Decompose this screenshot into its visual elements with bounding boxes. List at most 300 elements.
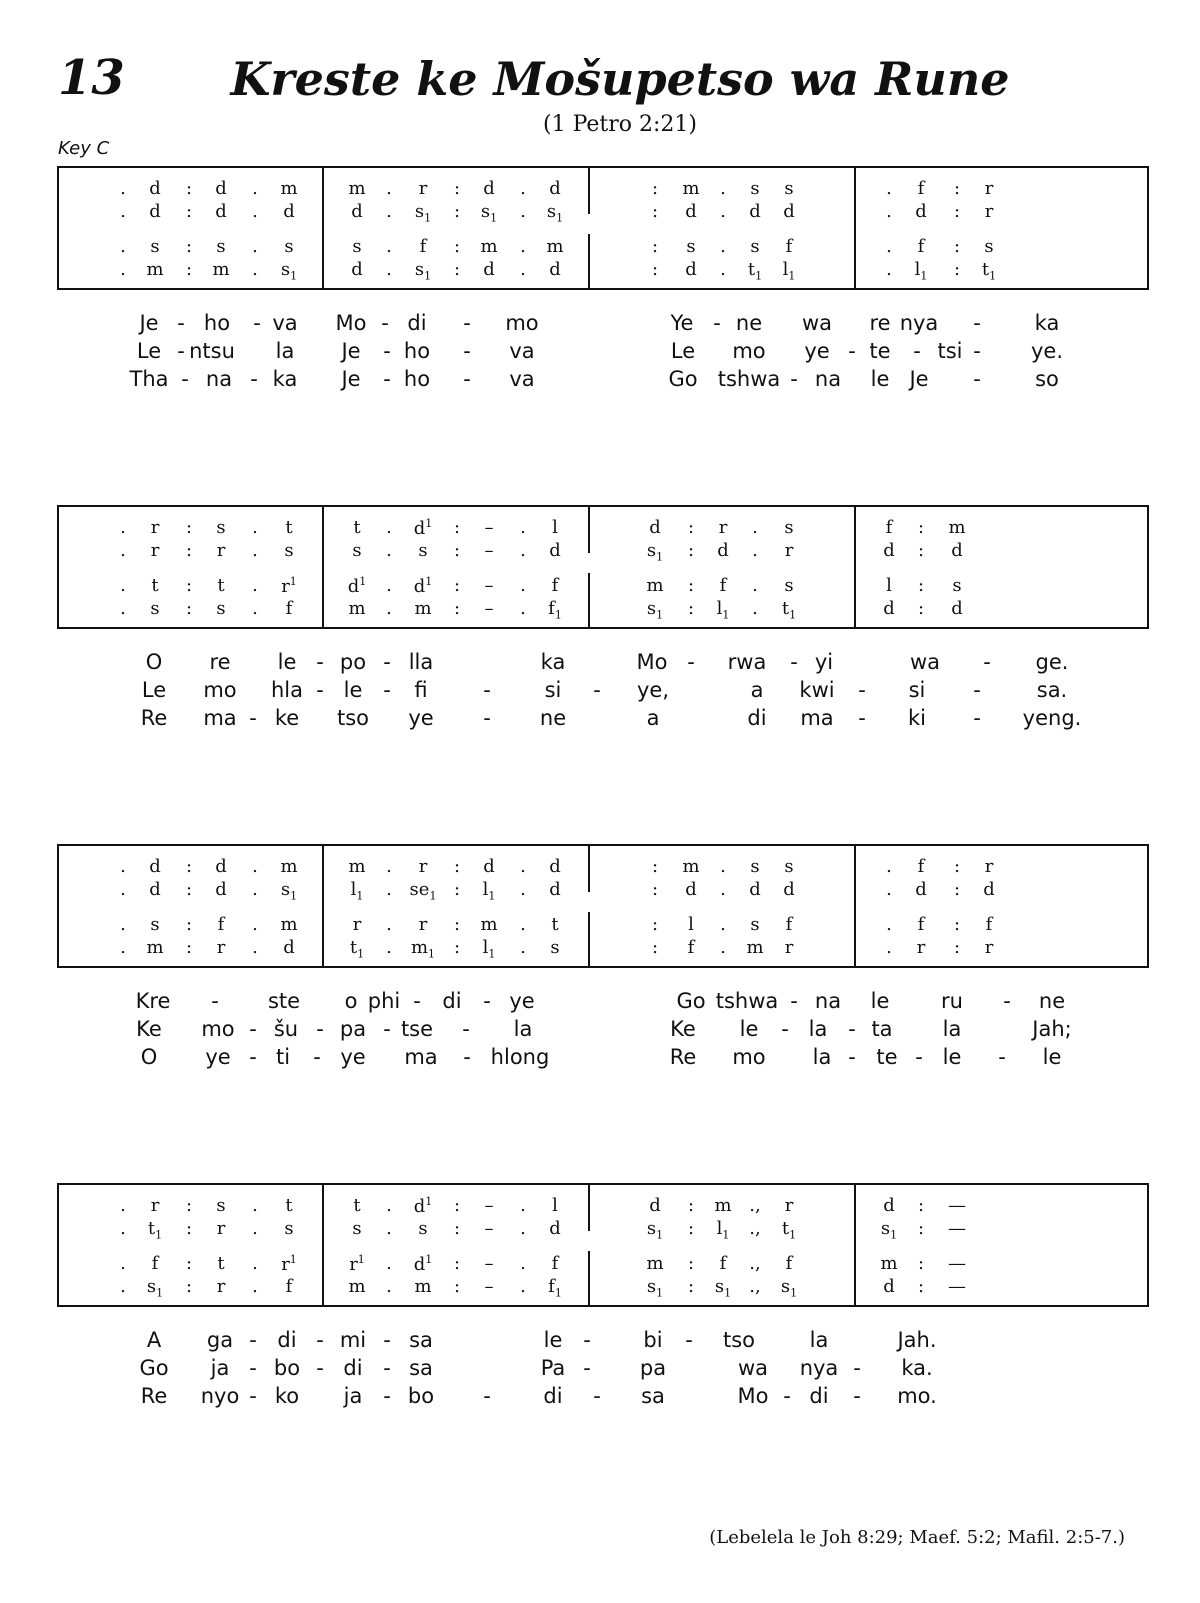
solfa-note: r — [418, 914, 428, 935]
lyric-syllable: te — [869, 339, 891, 363]
solfa-note: : — [651, 856, 659, 877]
lyric-syllable: - — [973, 678, 981, 702]
solfa-note: $s_1$ — [146, 1276, 164, 1300]
solfa-note: : — [185, 598, 193, 619]
solfa-note: $f_1$ — [548, 1276, 562, 1300]
solfa-note: . — [386, 540, 392, 561]
lyric-syllable: a — [750, 678, 764, 702]
solfa-note: : — [453, 517, 461, 538]
lyric-syllable: ke — [274, 706, 300, 730]
solfa-note: : — [651, 201, 659, 222]
solfa-note: d — [215, 178, 227, 199]
solfa-note: . — [752, 517, 758, 538]
solfa-note: s — [952, 575, 962, 596]
lyric-syllable: Jah. — [897, 1328, 937, 1352]
solfa-note: . — [252, 178, 258, 199]
solfa-score-box — [57, 844, 1149, 968]
solfa-note: : — [185, 879, 193, 900]
lyric-syllable: O — [145, 650, 163, 674]
lyric-syllable: Le — [141, 678, 167, 702]
solfa-note: : — [953, 236, 961, 257]
solfa-note: d — [549, 1218, 561, 1239]
solfa-note: . — [252, 937, 258, 958]
solfa-note: f — [217, 914, 225, 935]
solfa-note: . — [886, 937, 892, 958]
lyric-syllable: - — [713, 311, 721, 335]
solfa-note: : — [687, 1276, 695, 1297]
lyric-syllable: - — [211, 989, 219, 1013]
solfa-note: d — [549, 178, 561, 199]
lyric-syllable: la — [808, 1017, 828, 1041]
solfa-note: f — [285, 1276, 293, 1297]
lyric-syllable: Kre — [135, 989, 171, 1013]
solfa-note: d — [483, 178, 495, 199]
lyric-syllable: ki — [908, 706, 926, 730]
solfa-note: : — [917, 598, 925, 619]
lyric-syllable: - — [593, 1384, 601, 1408]
lyric-syllable: - — [383, 1017, 391, 1041]
solfa-note: f — [917, 856, 925, 877]
solfa-note: s — [984, 236, 994, 257]
solfa-note: m — [280, 914, 298, 935]
solfa-note: $l_1$ — [716, 1218, 730, 1242]
solfa-note: $t_1$ — [747, 259, 763, 283]
solfa-note: $r^1$ — [281, 575, 297, 597]
solfa-note: . — [120, 540, 126, 561]
lyric-line — [57, 1328, 1149, 1356]
lyric-syllable: - — [177, 339, 185, 363]
solfa-note: : — [453, 1195, 461, 1216]
solfa-note: f — [151, 1253, 159, 1274]
lyric-syllable: ne — [539, 706, 567, 730]
solfa-note: d — [283, 201, 295, 222]
lyric-syllable: - — [853, 1356, 861, 1380]
solfa-note: s — [686, 236, 696, 257]
solfa-note: : — [687, 517, 695, 538]
solfa-note: r — [784, 540, 794, 561]
solfa-note: : — [453, 856, 461, 877]
solfa-note: s — [150, 598, 160, 619]
solfa-note: s — [284, 236, 294, 257]
solfa-note: f — [785, 1253, 793, 1274]
solfa-note: $d^1$ — [413, 517, 433, 539]
lyric-syllable: Tha — [129, 367, 169, 391]
lyric-syllable: - — [316, 1328, 324, 1352]
lyric-syllable: - — [249, 1045, 257, 1069]
lyric-syllable: - — [483, 706, 491, 730]
lyric-syllable: la — [275, 339, 295, 363]
lyric-syllable: ta — [871, 1017, 893, 1041]
solfa-note: d — [783, 201, 795, 222]
lyric-syllable: pa — [339, 1017, 367, 1041]
solfa-note: : — [687, 1253, 695, 1274]
solfa-note: $s_1$ — [280, 879, 298, 903]
lyric-syllable: la — [513, 1017, 533, 1041]
lyric-line — [57, 650, 1149, 678]
solfa-note: s — [418, 1218, 428, 1239]
solfa-note: f — [917, 236, 925, 257]
solfa-note: : — [651, 259, 659, 280]
voice-row — [59, 598, 1147, 620]
lyric-syllable: - — [463, 311, 471, 335]
solfa-note: . — [120, 517, 126, 538]
solfa-note: $s_1$ — [880, 1218, 898, 1242]
solfa-note: : — [953, 856, 961, 877]
solfa-note: . — [520, 914, 526, 935]
solfa-note: s — [216, 1195, 226, 1216]
solfa-note: l — [552, 1195, 558, 1216]
solfa-note: . — [386, 575, 392, 596]
lyric-syllable: wa — [737, 1356, 769, 1380]
lyric-syllable: ne — [1038, 989, 1066, 1013]
lyric-syllable: - — [249, 706, 257, 730]
solfa-note: . — [252, 201, 258, 222]
solfa-note: $r^1$ — [349, 1253, 365, 1275]
lyric-syllable: - — [249, 1384, 257, 1408]
solfa-note: s — [284, 1218, 294, 1239]
lyric-syllable: šu — [273, 1017, 299, 1041]
voice-row — [59, 259, 1147, 281]
solfa-note: d — [983, 879, 995, 900]
solfa-note: d — [749, 879, 761, 900]
lyric-syllable: - — [177, 311, 185, 335]
solfa-note: : — [185, 236, 193, 257]
lyric-syllable: ye — [408, 706, 434, 730]
solfa-note: : — [453, 879, 461, 900]
solfa-note: — — [948, 1276, 966, 1297]
solfa-note: : — [453, 914, 461, 935]
solfa-note: . — [752, 598, 758, 619]
solfa-note: : — [953, 201, 961, 222]
lyric-syllable: - — [583, 1328, 591, 1352]
lyric-syllable: Je — [341, 339, 361, 363]
solfa-note: r — [984, 178, 994, 199]
lyric-syllable: O — [140, 1045, 158, 1069]
lyric-syllable: - — [383, 650, 391, 674]
solfa-note: d — [685, 201, 697, 222]
solfa-note: . — [720, 236, 726, 257]
solfa-note: — — [948, 1195, 966, 1216]
lyric-syllable: ne — [735, 311, 763, 335]
lyric-syllable: ka. — [901, 1356, 933, 1380]
solfa-note: ., — [749, 1218, 761, 1239]
lyric-syllable: - — [973, 706, 981, 730]
solfa-note: . — [386, 201, 392, 222]
solfa-note: . — [120, 937, 126, 958]
solfa-note: . — [252, 879, 258, 900]
solfa-note: . — [252, 856, 258, 877]
solfa-note: : — [453, 575, 461, 596]
lyric-syllable: Jah; — [1032, 1017, 1072, 1041]
lyric-syllable: na — [814, 989, 842, 1013]
solfa-note: $f_1$ — [548, 598, 562, 622]
voice-row — [59, 1253, 1147, 1275]
lyric-syllable: di — [809, 1384, 829, 1408]
lyric-syllable: le — [1042, 1045, 1062, 1069]
solfa-note: : — [651, 937, 659, 958]
solfa-note: . — [252, 1195, 258, 1216]
hymn-number: 13 — [58, 50, 125, 106]
lyric-syllable: Mo — [335, 311, 367, 335]
solfa-note: d — [549, 856, 561, 877]
lyric-syllable: Go — [139, 1356, 169, 1380]
lyric-syllable: si — [908, 678, 926, 702]
solfa-note: . — [386, 1253, 392, 1274]
solfa-note: $d^1$ — [347, 575, 367, 597]
solfa-note: . — [120, 178, 126, 199]
solfa-note: . — [520, 598, 526, 619]
solfa-note: d — [883, 598, 895, 619]
solfa-note: $s_1$ — [646, 1276, 664, 1300]
lyric-syllable: - — [915, 1045, 923, 1069]
solfa-note: f — [551, 1253, 559, 1274]
solfa-note: m — [348, 1276, 366, 1297]
solfa-note: r — [418, 178, 428, 199]
solfa-note: t — [285, 1195, 293, 1216]
solfa-note: . — [520, 236, 526, 257]
solfa-note: r — [150, 517, 160, 538]
solfa-note: s — [784, 575, 794, 596]
solfa-note: t — [217, 1253, 225, 1274]
solfa-note: – — [484, 598, 494, 619]
solfa-note: m — [480, 914, 498, 935]
solfa-note: d — [149, 879, 161, 900]
lyric-syllable: - — [973, 339, 981, 363]
lyric-syllable: ko — [274, 1384, 300, 1408]
lyric-syllable: a — [646, 706, 660, 730]
lyric-syllable: yi — [814, 650, 834, 674]
solfa-note: : — [917, 540, 925, 561]
lyric-syllable: di — [407, 311, 427, 335]
solfa-note: . — [386, 259, 392, 280]
solfa-score-box — [57, 505, 1149, 629]
solfa-note: . — [386, 937, 392, 958]
voice-row — [59, 879, 1147, 901]
solfa-note: : — [185, 517, 193, 538]
solfa-note: s — [784, 517, 794, 538]
solfa-note: : — [185, 1253, 193, 1274]
lyric-syllable: Go — [668, 367, 698, 391]
solfa-note: . — [386, 879, 392, 900]
solfa-note: $t_1$ — [981, 259, 997, 283]
solfa-note: . — [120, 879, 126, 900]
solfa-note: s — [216, 236, 226, 257]
solfa-note: $s_1$ — [480, 201, 498, 225]
lyric-syllable: Ke — [670, 1017, 696, 1041]
solfa-note: : — [651, 879, 659, 900]
lyric-syllable: wa — [801, 311, 833, 335]
lyric-syllable: sa — [641, 1384, 665, 1408]
solfa-note: . — [120, 236, 126, 257]
lyric-syllable: di — [543, 1384, 563, 1408]
lyric-line — [57, 367, 1149, 395]
solfa-note: d — [685, 259, 697, 280]
lyric-syllable: ja — [343, 1384, 363, 1408]
lyric-syllable: pa — [639, 1356, 667, 1380]
solfa-note: d — [549, 879, 561, 900]
lyric-syllable: - — [983, 650, 991, 674]
solfa-note: . — [120, 1218, 126, 1239]
solfa-note: – — [484, 575, 494, 596]
lyric-syllable: - — [249, 1017, 257, 1041]
lyric-syllable: - — [181, 367, 189, 391]
solfa-note: s — [418, 540, 428, 561]
solfa-note: . — [520, 575, 526, 596]
solfa-note: f — [985, 914, 993, 935]
lyric-syllable: va — [272, 311, 298, 335]
solfa-note: : — [453, 259, 461, 280]
lyric-syllable: - — [593, 678, 601, 702]
solfa-note: . — [886, 236, 892, 257]
solfa-score-box — [57, 166, 1149, 290]
lyric-syllable: - — [583, 1356, 591, 1380]
lyric-syllable: - — [687, 650, 695, 674]
lyric-syllable: yeng. — [1022, 706, 1082, 730]
lyric-line — [57, 1017, 1149, 1045]
solfa-note: $d^1$ — [413, 575, 433, 597]
solfa-note: f — [719, 1253, 727, 1274]
music-system — [57, 844, 1149, 1084]
lyric-syllable: ru — [941, 989, 963, 1013]
lyric-syllable: nya — [799, 1356, 839, 1380]
lyric-syllable: - — [790, 989, 798, 1013]
solfa-note: . — [252, 598, 258, 619]
lyric-syllable: na — [205, 367, 233, 391]
solfa-note: s — [150, 914, 160, 935]
solfa-note: d — [685, 879, 697, 900]
solfa-note: . — [386, 1195, 392, 1216]
lyric-syllable: te — [876, 1045, 898, 1069]
voice-row — [59, 178, 1147, 200]
lyric-syllable: - — [790, 650, 798, 674]
solfa-note: – — [484, 540, 494, 561]
lyric-syllable: kwi — [799, 678, 835, 702]
solfa-note: r — [150, 540, 160, 561]
solfa-note: . — [120, 914, 126, 935]
voice-row — [59, 856, 1147, 878]
lyric-syllable: le — [343, 678, 363, 702]
lyric-syllable: - — [858, 706, 866, 730]
solfa-note: d — [283, 937, 295, 958]
lyric-syllable: ye. — [1030, 339, 1064, 363]
solfa-note: s — [784, 856, 794, 877]
lyric-syllable: hlong — [490, 1045, 550, 1069]
lyric-syllable: ye — [340, 1045, 366, 1069]
voice-row — [59, 1195, 1147, 1217]
solfa-note: . — [720, 879, 726, 900]
lyric-syllable: - — [383, 339, 391, 363]
lyric-syllable: va — [509, 339, 535, 363]
solfa-note: : — [651, 914, 659, 935]
lyric-syllable: Go — [676, 989, 706, 1013]
lyric-syllable: mo — [201, 1017, 235, 1041]
solfa-note: . — [886, 879, 892, 900]
solfa-note: $l_1$ — [914, 259, 928, 283]
lyric-syllable: Mo — [737, 1384, 769, 1408]
lyric-syllable: Je — [909, 367, 929, 391]
solfa-note: $s_1$ — [280, 259, 298, 283]
solfa-note: : — [185, 201, 193, 222]
lyric-syllable: le — [870, 367, 890, 391]
solfa-note: . — [120, 1195, 126, 1216]
solfa-note: m — [348, 856, 366, 877]
solfa-note: d — [149, 178, 161, 199]
solfa-note: f — [285, 598, 293, 619]
solfa-note: : — [185, 856, 193, 877]
lyric-syllable: Re — [140, 1384, 168, 1408]
solfa-note: $s_1$ — [414, 259, 432, 283]
lyric-syllable: bo — [407, 1384, 435, 1408]
solfa-note: : — [453, 236, 461, 257]
lyric-syllable: - — [848, 1017, 856, 1041]
solfa-note: : — [453, 178, 461, 199]
lyric-syllable: sa. — [1036, 678, 1068, 702]
solfa-note: . — [720, 259, 726, 280]
solfa-note: t — [217, 575, 225, 596]
solfa-note: . — [252, 575, 258, 596]
solfa-note: l — [552, 517, 558, 538]
solfa-note: — — [948, 1218, 966, 1239]
solfa-note: d — [483, 259, 495, 280]
solfa-note: : — [453, 937, 461, 958]
solfa-note: $l_1$ — [350, 879, 364, 903]
solfa-note: l — [886, 575, 892, 596]
lyric-syllable: le — [543, 1328, 563, 1352]
solfa-note: $s_1$ — [646, 1218, 664, 1242]
lyric-syllable: - — [383, 678, 391, 702]
solfa-note: r — [718, 517, 728, 538]
solfa-note: $t_1$ — [349, 937, 365, 961]
lyric-syllable: - — [853, 1384, 861, 1408]
solfa-note: s — [150, 236, 160, 257]
solfa-note: f — [687, 937, 695, 958]
lyric-syllable: Pa — [540, 1356, 566, 1380]
lyric-syllable: - — [783, 1384, 791, 1408]
solfa-note: . — [252, 1276, 258, 1297]
solfa-note: : — [185, 1195, 193, 1216]
lyric-line — [57, 1384, 1149, 1412]
solfa-note: s — [284, 540, 294, 561]
solfa-note: . — [386, 1276, 392, 1297]
solfa-note: . — [120, 856, 126, 877]
lyric-syllable: ja — [210, 1356, 230, 1380]
solfa-note: . — [252, 914, 258, 935]
lyric-syllable: - — [313, 1045, 321, 1069]
voice-row — [59, 937, 1147, 959]
solfa-note: ., — [749, 1276, 761, 1297]
lyric-syllable: Re — [140, 706, 168, 730]
lyric-syllable: - — [383, 1356, 391, 1380]
footnote: (Lebelela le Joh 8:29; Maef. 5:2; Mafil. 2:5-7.) — [709, 1527, 1125, 1548]
solfa-note: : — [185, 178, 193, 199]
lyric-syllable: bi — [643, 1328, 663, 1352]
lyric-syllable: - — [253, 311, 261, 335]
solfa-note: d — [351, 201, 363, 222]
lyric-syllable: A — [146, 1328, 162, 1352]
solfa-note: . — [120, 598, 126, 619]
solfa-note: d — [215, 856, 227, 877]
lyric-syllable: Le — [670, 339, 696, 363]
solfa-note: m — [280, 178, 298, 199]
lyric-syllable: po — [339, 650, 367, 674]
lyric-syllable: le — [739, 1017, 759, 1041]
solfa-note: $s_1$ — [646, 598, 664, 622]
lyric-syllable: - — [483, 989, 491, 1013]
solfa-note: d — [883, 1195, 895, 1216]
lyric-syllable: - — [249, 1356, 257, 1380]
lyric-syllable: bo — [273, 1356, 301, 1380]
lyric-syllable: le — [870, 989, 890, 1013]
